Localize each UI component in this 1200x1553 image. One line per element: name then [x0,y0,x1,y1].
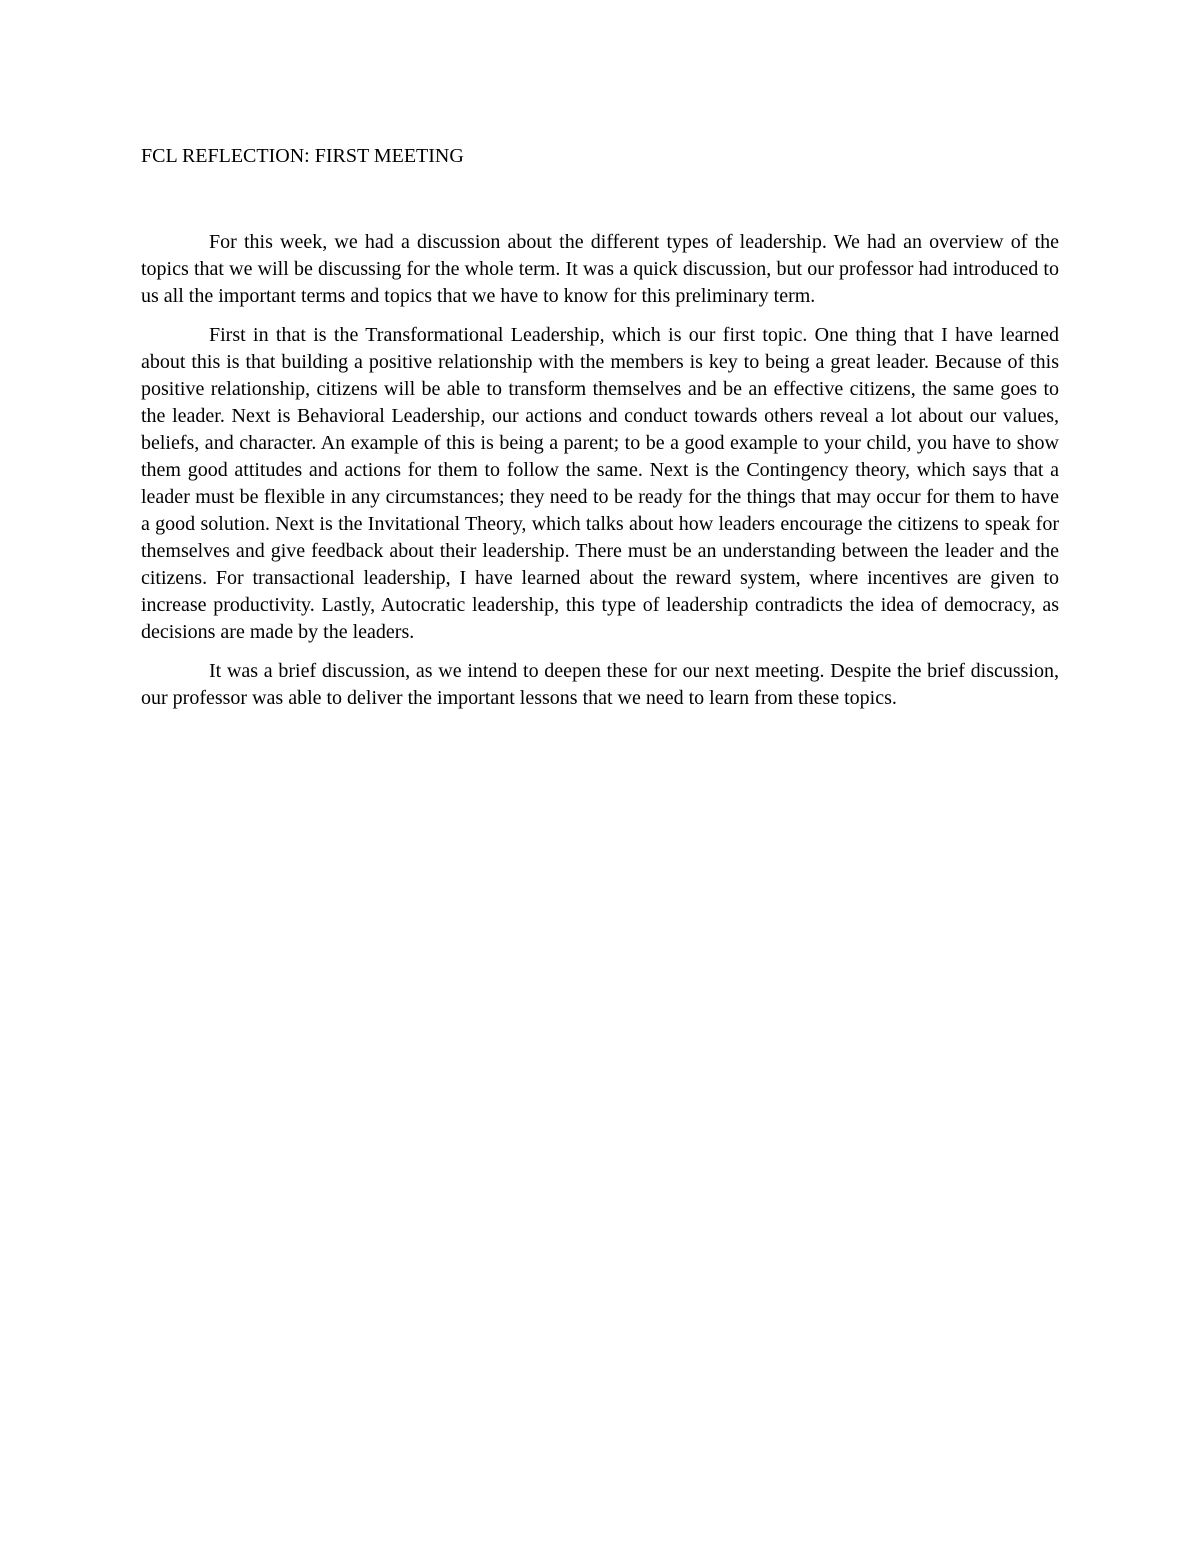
paragraph-leadership-types: First in that is the Transformational Leadership, which is our first topic. One thing that I have learned about this is that building a positive relationship with the members is key to being a great leader. Because of this positive relationship, citizens will be able to transform themselves and be an effective citizens, the same goes to the leader. Next is Behavioral Leadership, our actions and conduct towards others reveal a lot about our values, beliefs, and character. An example of this is being a parent; to be a good example to your child, you have to show them good attitudes and actions for them to follow the same. Next is the Contingency theory, which says that a leader must be flexible in any circumstances; they need to be ready for the things that may occur for them to have a good solution. Next is the Invitational Theory, which talks about how leaders encourage the citizens to speak for themselves and give feedback about their leadership. There must be an understanding between the leader and the citizens. For transactional leadership, I have learned about the reward system, where incentives are given to increase productivity. Lastly, Autocratic leadership, this type of leadership contradicts the idea of democracy, as decisions are made by the leaders. [141,324,1059,643]
paragraph-conclusion: It was a brief discussion, as we intend to deepen these for our next meeting. Despite the brief discussion, our professor was able to deliver the important lessons that we need to learn from these topics. [141,660,1059,709]
paragraph-intro: For this week, we had a discussion about the different types of leadership. We had an overview of the topics that we will be discussing for the whole term. It was a quick discussion, but our professor had introduced to us all the important terms and topics that we have to know for this preliminary term. [141,231,1059,307]
document-title: FCL REFLECTION: FIRST MEETING [141,145,464,167]
document-body [141,229,1059,724]
